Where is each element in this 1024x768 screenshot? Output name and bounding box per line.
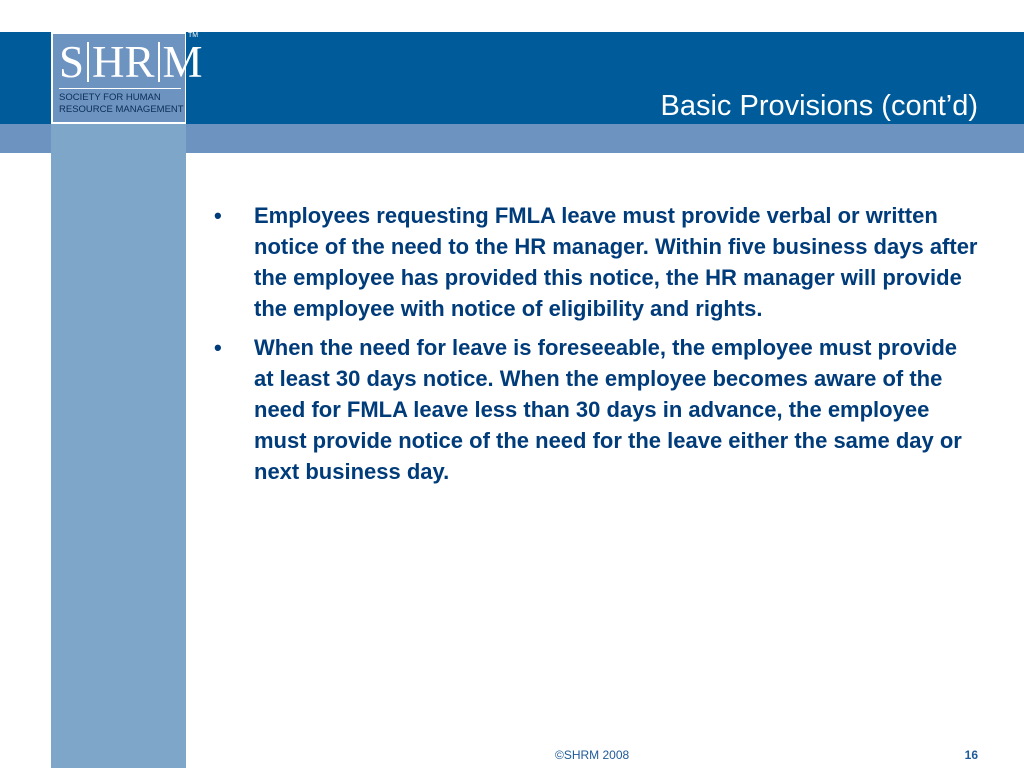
footer-page-number: 16: [964, 748, 978, 762]
bullet-dot-icon: •: [214, 335, 222, 360]
logo-subtitle-line2: RESOURCE MANAGEMENT: [59, 104, 184, 115]
bullet-item: [214, 332, 984, 487]
logo-trademark: TM: [188, 32, 199, 39]
slide-content: [214, 200, 984, 495]
logo-letter-m: M: [162, 37, 203, 87]
footer-copyright: ©SHRM 2008: [555, 748, 630, 762]
logo-subtitle: [59, 92, 185, 116]
slide-title: Basic Provisions (cont’d): [660, 90, 978, 122]
left-sidebar-strip: [51, 124, 186, 768]
shrm-logo: [51, 32, 203, 124]
logo-separator: [87, 42, 89, 82]
logo-separator: [158, 42, 160, 82]
bullet-dot-icon: •: [214, 203, 222, 228]
bullet-text: Employees requesting FMLA leave must provide verbal or written notice of the need to the HR manager. Within five business days after the employee has provided this notice, the HR manager will provide the employee with notice of eligibility and rights.: [254, 203, 978, 321]
top-band: [0, 0, 1024, 32]
logo-letter-hr: HR: [92, 37, 155, 87]
bullet-text: When the need for leave is foreseeable, the employee must provide at least 30 days notice. When the employee becomes aware of the need for FMLA leave less than 30 days in advance, the employee must provide notice of the need for the leave either the same day or next business day.: [254, 335, 962, 484]
bullet-item: [214, 200, 984, 324]
logo-letter-s: S: [59, 37, 85, 87]
logo-letters: [59, 37, 203, 87]
logo-rule: [59, 88, 181, 89]
logo-subtitle-line1: SOCIETY FOR HUMAN: [59, 92, 161, 103]
